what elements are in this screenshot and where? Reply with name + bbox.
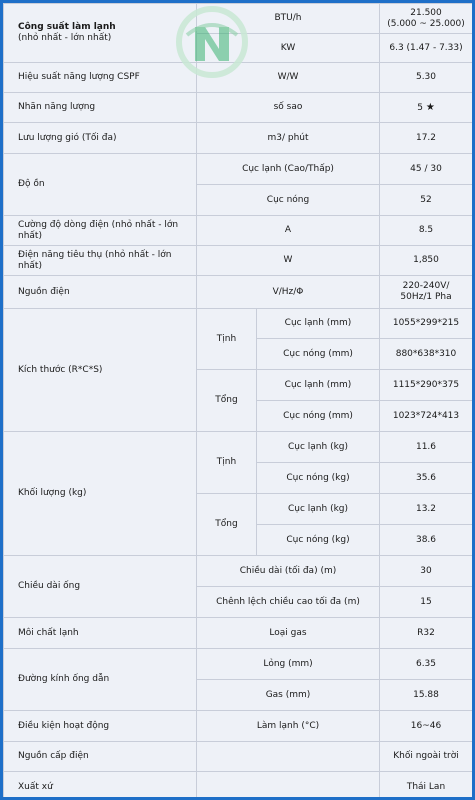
cspf-label: Hiệu suất năng lượng CSPF [4,63,197,93]
power-consumption-value: 1,850 [380,246,473,276]
origin-unit [197,772,380,798]
energy-label-label: Nhãn năng lượng [4,93,197,123]
energy-label-value-cell [380,93,473,123]
power-consumption-unit: W [197,246,380,276]
cooling-btu-value: 21.500 [410,7,442,18]
current-label: Cường độ dòng điện (nhỏ nhất - lớn nhất) [4,216,197,246]
cooling-btu-range: (5.000 ~ 25.000) [387,18,465,29]
noise-indoor-value: 45 / 30 [380,154,473,185]
weight-net-indoor-label: Cục lạnh (kg) [257,432,380,463]
spec-table-frame [3,3,472,797]
row-power-supply [4,742,473,772]
power-supply-unit [197,742,380,772]
pipe-length-label: Chiều dài ống [4,556,197,618]
noise-indoor-unit: Cục lạnh (Cao/Thấp) [197,154,380,185]
star-icon: ★ [425,101,435,113]
power-consumption-label: Điện năng tiêu thụ (nhỏ nhất - lớn nhất) [4,246,197,276]
row-power-consumption [4,246,473,276]
dim-net-outdoor-value: 880*638*310 [380,339,473,370]
dim-gross-indoor-value: 1115*290*375 [380,370,473,401]
weight-gross-outdoor-label: Cục nóng (kg) [257,525,380,556]
weight-label: Khối lượng (kg) [4,432,197,556]
power-source-value-line1: 220-240V/ [402,281,450,291]
weight-net-label: Tịnh [197,432,257,494]
cspf-value: 5.30 [380,63,473,93]
power-source-value-cell [380,276,473,309]
operating-label: Điều kiện hoạt động [4,711,197,742]
dim-gross-label: Tổng [197,370,257,432]
power-supply-label: Nguồn cấp điện [4,742,197,772]
cspf-unit: W/W [197,63,380,93]
row-refrigerant [4,618,473,649]
weight-gross-outdoor-value: 38.6 [380,525,473,556]
dim-gross-outdoor-label: Cục nóng (mm) [257,401,380,432]
weight-gross-label: Tổng [197,494,257,556]
origin-value: Thái Lan [380,772,473,798]
pipe-diameter-gas-value: 15.88 [380,680,473,711]
row-cooling-btu [4,4,473,34]
pipe-height-diff-value: 15 [380,587,473,618]
row-energy-label [4,93,473,123]
pipe-length-max-label: Chiều dài (tối đa) (m) [197,556,380,587]
row-weight-net-indoor [4,432,473,463]
cooling-capacity-label-cell [4,4,197,63]
current-unit: A [197,216,380,246]
cooling-btu-unit: BTU/h [197,4,380,34]
cooling-capacity-label: Công suất làm lạnh [18,22,116,32]
power-source-label: Nguồn điện [4,276,197,309]
row-origin [4,772,473,798]
operating-value: 16~46 [380,711,473,742]
dim-net-indoor-value: 1055*299*215 [380,309,473,339]
row-power-source [4,276,473,309]
energy-label-value: 5 [417,102,423,113]
airflow-unit: m3/ phút [197,123,380,154]
row-dim-net-indoor [4,309,473,339]
row-current [4,216,473,246]
refrigerant-label: Môi chất lạnh [4,618,197,649]
power-source-value-line2: 50Hz/1 Pha [400,292,452,302]
row-noise-indoor [4,154,473,185]
power-supply-value: Khối ngoài trời [380,742,473,772]
row-pipe-diameter-liquid [4,649,473,680]
refrigerant-unit: Loại gas [197,618,380,649]
dim-net-label: Tịnh [197,309,257,370]
weight-net-indoor-value: 11.6 [380,432,473,463]
power-source-unit: V/Hz/Φ [197,276,380,309]
noise-outdoor-value: 52 [380,185,473,216]
dim-net-outdoor-label: Cục nóng (mm) [257,339,380,370]
dim-net-indoor-label: Cục lạnh (mm) [257,309,380,339]
weight-net-outdoor-value: 35.6 [380,463,473,494]
dimensions-label: Kích thước (R*C*S) [4,309,197,432]
spec-table [3,3,472,797]
row-operating [4,711,473,742]
weight-gross-indoor-label: Cục lạnh (kg) [257,494,380,525]
weight-gross-indoor-value: 13.2 [380,494,473,525]
noise-label: Độ ồn [4,154,197,216]
row-airflow [4,123,473,154]
airflow-label: Lưu lượng gió (Tối đa) [4,123,197,154]
origin-label: Xuất xứ [4,772,197,798]
current-value: 8.5 [380,216,473,246]
pipe-diameter-gas-label: Gas (mm) [197,680,380,711]
pipe-height-diff-label: Chênh lệch chiều cao tối đa (m) [197,587,380,618]
noise-outdoor-unit: Cục nóng [197,185,380,216]
operating-unit: Làm lạnh (°C) [197,711,380,742]
weight-net-outdoor-label: Cục nóng (kg) [257,463,380,494]
cooling-btu-value-cell [380,4,473,34]
airflow-value: 17.2 [380,123,473,154]
cooling-kw-unit: KW [197,34,380,63]
cooling-capacity-sublabel: (nhỏ nhất - lớn nhất) [18,33,112,43]
refrigerant-value: R32 [380,618,473,649]
pipe-diameter-liquid-value: 6.35 [380,649,473,680]
dim-gross-outdoor-value: 1023*724*413 [380,401,473,432]
row-pipe-length-max [4,556,473,587]
pipe-length-max-value: 30 [380,556,473,587]
cooling-kw-value: 6.3 (1.47 - 7.33) [380,34,473,63]
energy-label-unit: số sao [197,93,380,123]
pipe-diameter-label: Đường kính ống dẫn [4,649,197,711]
pipe-diameter-liquid-label: Lỏng (mm) [197,649,380,680]
dim-gross-indoor-label: Cục lạnh (mm) [257,370,380,401]
row-cspf [4,63,473,93]
